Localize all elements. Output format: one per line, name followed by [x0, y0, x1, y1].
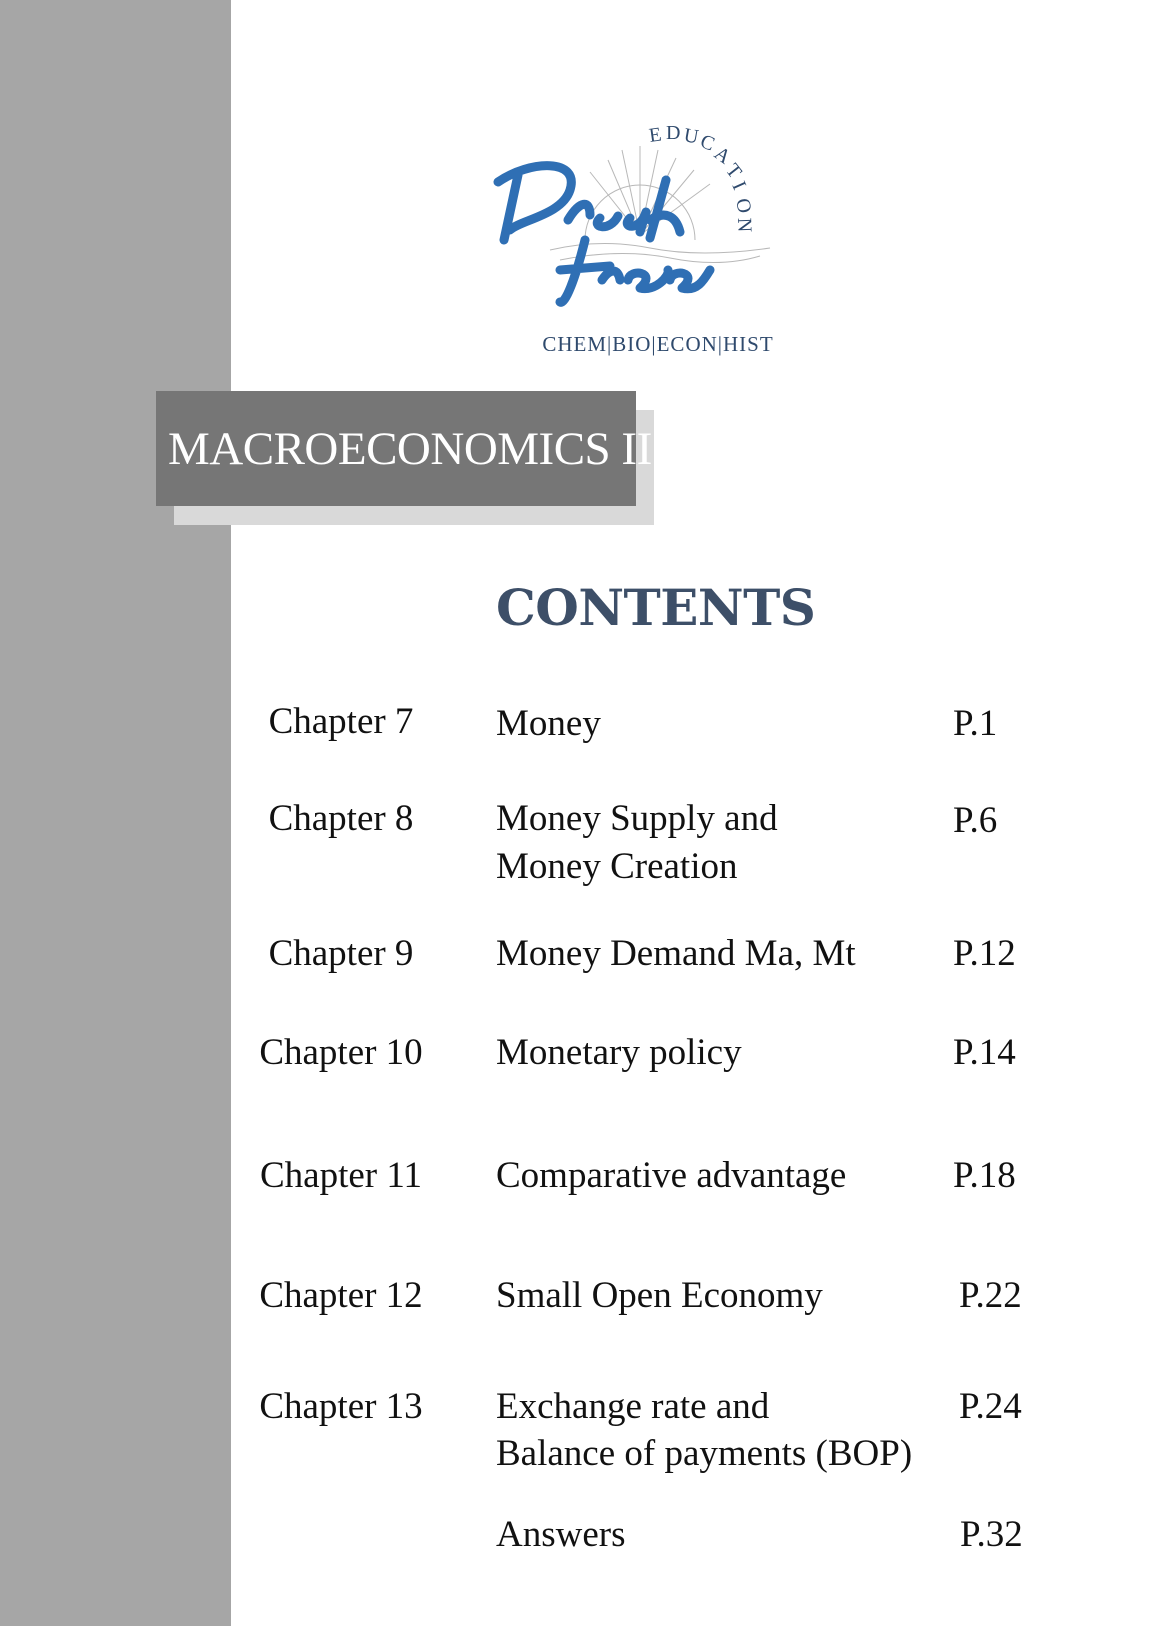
toc-chapter-label: Chapter 8 [268, 798, 414, 839]
toc-chapter-label: Chapter 7 [268, 701, 414, 742]
toc-chapter-title-line-2: Balance of payments (BOP) [496, 1433, 913, 1474]
toc-chapter-title-line-2: Money Creation [496, 846, 738, 887]
toc-page-number: P.14 [953, 1032, 1016, 1073]
svg-text:C: C [697, 130, 718, 156]
toc-chapter-label: Chapter 10 [259, 1032, 423, 1073]
toc-page-number: P.22 [959, 1275, 1022, 1316]
svg-text:U: U [682, 124, 701, 149]
logo-disciplines: CHEM|BIO|ECON|HIST [542, 332, 774, 356]
toc-chapter-title: Money Demand Ma, Mt [496, 933, 856, 974]
toc-page-number: P.6 [953, 800, 998, 841]
svg-text:O: O [731, 196, 756, 216]
toc-chapter-title: Small Open Economy [496, 1275, 823, 1316]
toc-page-number: P.32 [960, 1514, 1023, 1555]
toc-chapter-label: Chapter 12 [259, 1275, 423, 1316]
toc-chapter-title: Money Supply and [496, 798, 778, 839]
toc-chapter-title: Comparative advantage [496, 1155, 847, 1196]
toc-chapter-label: Chapter 9 [268, 933, 414, 974]
logo-graphic [490, 120, 800, 355]
svg-text:E: E [647, 123, 663, 147]
toc-chapter-title: Answers [496, 1514, 626, 1555]
toc-page-number: P.24 [959, 1386, 1022, 1427]
toc-page-number: P.12 [953, 933, 1016, 974]
toc-page-number: P.18 [953, 1155, 1016, 1196]
document-title: MACROECONOMICS II [168, 422, 652, 475]
svg-text:I: I [727, 178, 751, 194]
title-banner [156, 391, 652, 506]
svg-text:N: N [733, 217, 756, 233]
left-sidebar-band [0, 0, 231, 1626]
toc-page-number: P.1 [953, 703, 998, 744]
toc-chapter-title: Exchange rate and [496, 1386, 770, 1427]
toc-chapter-title: Money [496, 703, 601, 744]
svg-text:T: T [721, 159, 746, 183]
toc-chapter-title: Monetary policy [496, 1032, 742, 1073]
svg-text:D: D [666, 122, 681, 144]
svg-text:A: A [710, 142, 735, 169]
toc-chapter-label: Chapter 11 [259, 1155, 422, 1196]
break-free-logo [490, 120, 800, 355]
contents-heading: CONTENTS [496, 578, 816, 637]
toc-chapter-label: Chapter 13 [259, 1386, 423, 1427]
